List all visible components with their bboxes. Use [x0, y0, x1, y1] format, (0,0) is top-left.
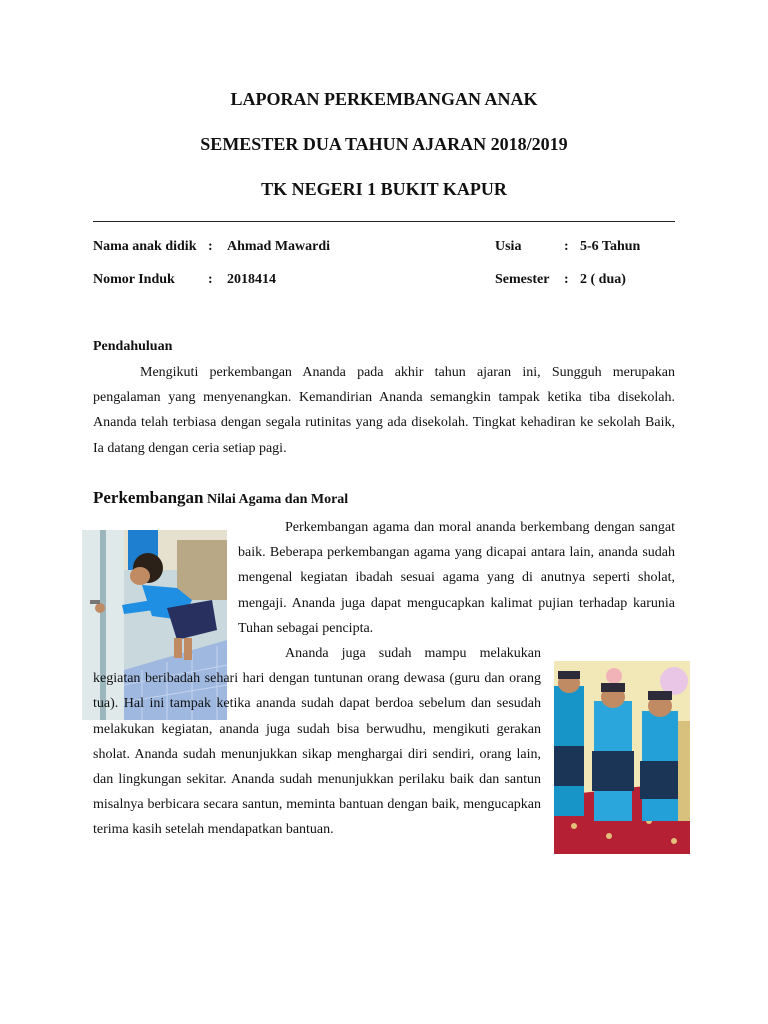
age-separator: :	[564, 239, 569, 254]
intro-paragraph: Mengikuti perkembangan Ananda pada akhir tahun ajaran ini, Sungguh merupakan pengalaman yang menyenangkan. Kemandirian Ananda semangkin tampak ketika tiba disekolah. Ananda telah terbiasa dengan segala rutinitas yang ada disekolah. Tingkat kehadiran ke sekolah Baik, Ia datang dengan ceria setiap pagi.	[93, 365, 675, 456]
id-label: Nomor Induk	[93, 272, 175, 287]
development-paragraph-2	[93, 641, 541, 843]
school-name: TK NEGERI 1 BUKIT KAPUR	[261, 179, 507, 199]
header-divider	[93, 221, 675, 222]
children-praying-photo	[554, 661, 690, 854]
semester-separator: :	[564, 272, 569, 287]
id-value: 2018414	[227, 272, 276, 287]
name-value: Ahmad Mawardi	[227, 239, 331, 254]
development-paragraph-1: Perkembangan agama dan moral ananda berkembang dengan sangat baik. Beberapa perkembangan agama yang dicapai antara lain, ananda sudah mengenal kegiatan ibadah sesuai agama yang di anutnya seperti sholat, mengaji. Ananda juga dapat mengucapkan kalimat pujian terhadap karunia Tuhan sebagai pencipta.	[238, 520, 675, 636]
name-separator: :	[208, 239, 213, 254]
development-heading	[93, 489, 348, 509]
name-label: Nama anak didik	[93, 239, 197, 254]
development-heading-sub: Nilai Agama dan Moral	[207, 492, 349, 507]
semester-title: SEMESTER DUA TAHUN AJARAN 2018/2019	[200, 134, 568, 154]
age-value: 5-6 Tahun	[580, 239, 641, 254]
age-label: Usia	[495, 239, 522, 254]
intro-heading: Pendahuluan	[93, 339, 173, 354]
development-heading-main: Perkembangan	[93, 488, 204, 507]
report-title: LAPORAN PERKEMBANGAN ANAK	[230, 89, 538, 109]
semester-label: Semester	[495, 272, 550, 287]
semester-value: 2 ( dua)	[580, 272, 626, 287]
id-separator: :	[208, 272, 213, 287]
development-paragraph-2-text: Ananda juga sudah mampu melakukan kegiatan beribadah sehari hari dengan tuntunan orang dewasa (guru dan orang tua). Hal ini tampak ketika ananda sudah dapat berdoa sebelum dan sesudah melakukan kegiatan, ananda juga sudah bisa berwudhu, mengikuti gerakan sholat. Ananda sudah menunjukkan sikap menghargai diri sendiri, orang lain, dan lingkungan sekitar. Ananda sudah menunjukkan perilaku baik dan santun misalnya berbicara secara santun, meminta bantuan dengan baik, mengucapkan terima kasih setelah mendapatkan bantuan.	[93, 646, 541, 838]
